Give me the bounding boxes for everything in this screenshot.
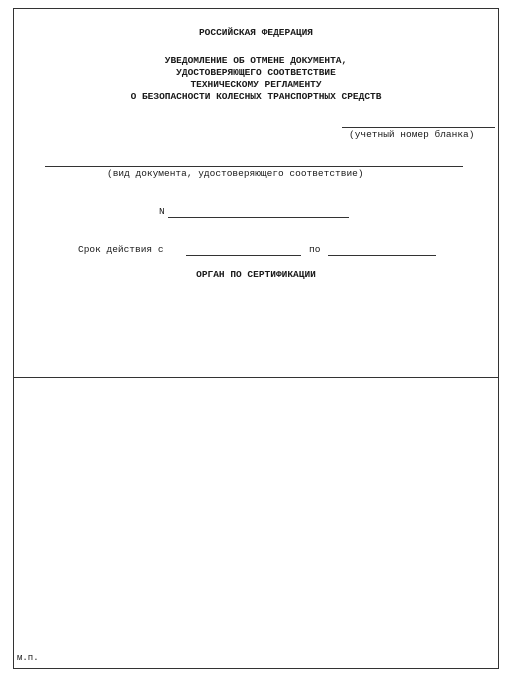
section-divider xyxy=(13,377,499,378)
title-line-1: УВЕДОМЛЕНИЕ ОБ ОТМЕНЕ ДОКУМЕНТА, xyxy=(164,55,348,66)
country-heading: РОССИЙСКАЯ ФЕДЕРАЦИЯ xyxy=(198,27,314,38)
doc-type-line xyxy=(45,166,463,167)
form-frame xyxy=(13,8,499,669)
title-line-2: УДОСТОВЕРЯЮЩЕГО СООТВЕТСТВИЕ xyxy=(176,67,336,78)
title-line-4: О БЕЗОПАСНОСТИ КОЛЕСНЫХ ТРАНСПОРТНЫХ СРЕДСТВ xyxy=(130,91,382,102)
blank-number-caption: (учетный номер бланка) xyxy=(349,129,475,140)
title-line-3: ТЕХНИЧЕСКОМУ РЕГЛАМЕНТУ xyxy=(190,79,322,90)
number-label: N xyxy=(159,206,165,217)
validity-label: Срок действия с xyxy=(78,244,164,255)
certification-body-heading: ОРГАН ПО СЕРТИФИКАЦИИ xyxy=(196,269,316,280)
doc-type-caption: (вид документа, удостоверяющего соответствие) xyxy=(107,168,364,179)
validity-from-line xyxy=(186,255,301,256)
number-line xyxy=(168,217,349,218)
stamp-mark: м.п. xyxy=(17,653,39,663)
validity-to-label: по xyxy=(309,244,321,255)
blank-number-line xyxy=(342,127,495,128)
validity-to-line xyxy=(328,255,436,256)
